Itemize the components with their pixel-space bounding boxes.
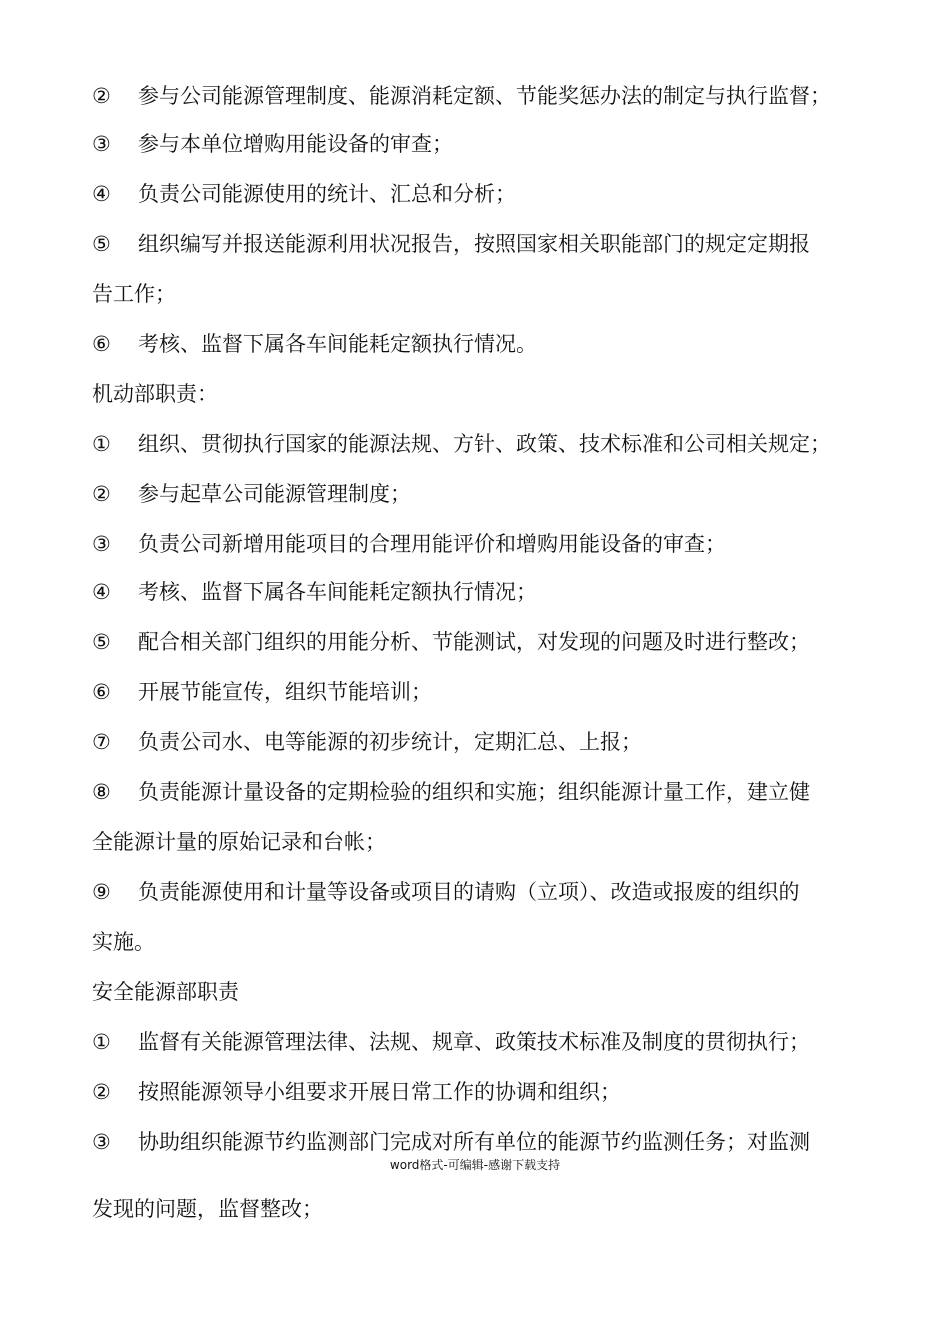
item-number: ⑥: [92, 332, 111, 356]
item-number: ⑤: [92, 232, 111, 256]
item-number: ④: [92, 580, 111, 604]
text-line: [92, 380, 872, 408]
item-number: ①: [92, 1030, 111, 1054]
item-text: 协助组织能源节约监测部门完成对所有单位的能源节约监测任务；对监测: [138, 1130, 810, 1154]
item-number: ⑧: [92, 780, 111, 804]
item-text: 负责公司新增用能项目的合理用能评价和增购用能设备的审查；: [138, 532, 726, 556]
item-text: 安全能源部职责: [92, 980, 239, 1004]
list-item: [92, 778, 872, 806]
item-text: 告工作；: [92, 282, 176, 306]
list-item: [92, 1128, 872, 1156]
list-item: [92, 430, 872, 458]
item-text: 参与起草公司能源管理制度；: [138, 482, 411, 506]
item-text: 考核、监督下属各车间能耗定额执行情况。: [138, 332, 537, 356]
list-item: [92, 728, 872, 756]
item-number: ⑥: [92, 680, 111, 704]
item-text: 组织、贯彻执行国家的能源法规、方针、政策、技术标准和公司相关规定；: [138, 432, 831, 456]
item-text: 开展节能宣传，组织节能培训；: [138, 680, 432, 704]
list-item: [92, 1028, 872, 1056]
item-number: ①: [92, 432, 111, 456]
list-item: [92, 130, 872, 158]
list-item: [92, 480, 872, 508]
list-item: [92, 678, 872, 706]
list-item: [92, 230, 872, 258]
list-item: [92, 578, 872, 606]
list-item: [92, 1078, 872, 1106]
item-text: 按照能源领导小组要求开展日常工作的协调和组织；: [138, 1080, 621, 1104]
item-number: ④: [92, 182, 111, 206]
item-text: 监督有关能源管理法律、法规、规章、政策技术标准及制度的贯彻执行；: [138, 1030, 810, 1054]
item-number: ⑦: [92, 730, 111, 754]
text-line: [92, 280, 872, 308]
text-line: [92, 978, 872, 1006]
list-item: [92, 878, 872, 906]
item-number: ②: [92, 482, 111, 506]
list-item: [92, 82, 872, 110]
text-line: [92, 1195, 872, 1223]
page-footer: word格式-可编辑-感谢下载支持: [389, 1158, 561, 1172]
item-text: 负责公司能源使用的统计、汇总和分析；: [138, 182, 516, 206]
item-number: ③: [92, 132, 111, 156]
item-number: ②: [92, 84, 111, 108]
item-text: 考核、监督下属各车间能耗定额执行情况；: [138, 580, 537, 604]
item-text: 参与公司能源管理制度、能源消耗定额、节能奖惩办法的制定与执行监督；: [138, 84, 831, 108]
item-text: 负责能源使用和计量等设备或项目的请购（立项）、改造或报废的组织的: [138, 880, 800, 904]
list-item: [92, 330, 872, 358]
text-line: [92, 928, 872, 956]
item-text: 发现的问题，监督整改；: [92, 1197, 323, 1221]
list-item: [92, 530, 872, 558]
item-number: ②: [92, 1080, 111, 1104]
item-number: ⑤: [92, 630, 111, 654]
item-text: 组织编写并报送能源利用状况报告，按照国家相关职能部门的规定定期报: [138, 232, 810, 256]
item-text: 负责公司水、电等能源的初步统计，定期汇总、上报；: [138, 730, 642, 754]
item-text: 实施。: [92, 930, 155, 954]
item-text: 负责能源计量设备的定期检验的组织和实施；组织能源计量工作，建立健: [138, 780, 810, 804]
list-item: [92, 180, 872, 208]
item-text: 配合相关部门组织的用能分析、节能测试，对发现的问题及时进行整改；: [138, 630, 810, 654]
item-number: ③: [92, 1130, 111, 1154]
item-number: ⑨: [92, 880, 111, 904]
text-line: [92, 828, 872, 856]
item-text: 全能源计量的原始记录和台帐；: [92, 830, 386, 854]
list-item: [92, 628, 872, 656]
item-text: 机动部职责：: [92, 382, 218, 406]
item-text: 参与本单位增购用能设备的审查；: [138, 132, 453, 156]
item-number: ③: [92, 532, 111, 556]
